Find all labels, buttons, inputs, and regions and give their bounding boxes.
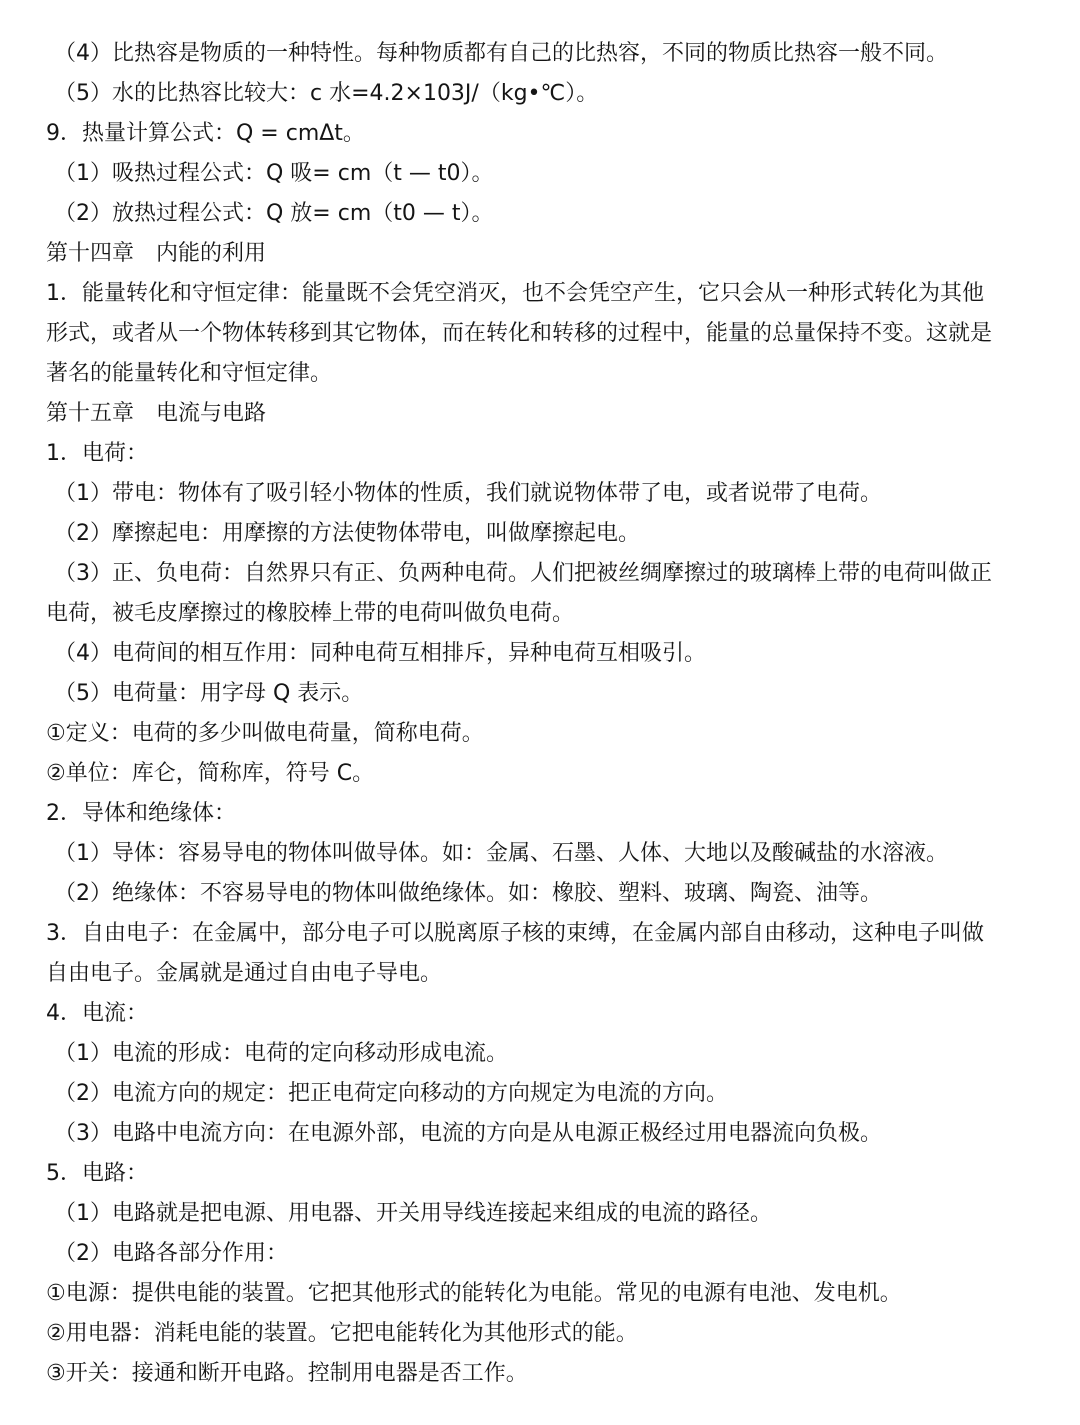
text-line: （2）电流方向的规定：把正电荷定向移动的方向规定为电流的方向。 bbox=[54, 1081, 728, 1106]
text-line: （4）比热容是物质的一种特性。每种物质都有自己的比热容，不同的物质比热容一般不同。 bbox=[54, 41, 949, 66]
text-line: （2）绝缘体：不容易导电的物体叫做绝缘体。如：橡胶、塑料、玻璃、陶瓷、油等。 bbox=[54, 881, 882, 906]
text-line: （1）电流的形成：电荷的定向移动形成电流。 bbox=[54, 1041, 508, 1066]
text-line: ①定义：电荷的多少叫做电荷量，简称电荷。 bbox=[46, 721, 484, 746]
chapter-heading: 第十五章 电流与电路 bbox=[46, 401, 267, 426]
document-page bbox=[46, 34, 1046, 1394]
text-line: （5）电荷量：用字母 Q 表示。 bbox=[54, 681, 364, 706]
text-line: ③开关：接通和断开电路。控制用电器是否工作。 bbox=[46, 1361, 528, 1386]
text-line: 电荷，被毛皮摩擦过的橡胶棒上带的电荷叫做负电荷。 bbox=[46, 601, 575, 626]
text-line: （1）带电：物体有了吸引轻小物体的性质，我们就说物体带了电，或者说带了电荷。 bbox=[54, 481, 882, 506]
section-heading: 5．电路： bbox=[46, 1161, 148, 1186]
text-line: （5）水的比热容比较大：c 水=4.2×103J/（kg•℃）。 bbox=[54, 81, 599, 106]
text-line: （2）电路各部分作用： bbox=[54, 1241, 288, 1266]
text-line: （2）摩擦起电：用摩擦的方法使物体带电，叫做摩擦起电。 bbox=[54, 521, 640, 546]
text-line: 自由电子。金属就是通过自由电子导电。 bbox=[46, 961, 443, 986]
text-line: （1）导体：容易导电的物体叫做导体。如：金属、石墨、人体、大地以及酸碱盐的水溶液。 bbox=[54, 841, 949, 866]
text-line: 形式，或者从一个物体转移到其它物体，而在转化和转移的过程中，能量的总量保持不变。这就是 bbox=[46, 321, 993, 346]
text-line: （1）吸热过程公式：Q 吸= cm（t — t0）。 bbox=[54, 161, 494, 186]
text-line: ①电源：提供电能的装置。它把其他形式的能转化为电能。常见的电源有电池、发电机。 bbox=[46, 1281, 902, 1306]
section-heading: 2．导体和绝缘体： bbox=[46, 801, 236, 826]
section-heading: 9．热量计算公式：Q = cmΔt。 bbox=[46, 121, 365, 146]
text-line: （1）电路就是把电源、用电器、开关用导线连接起来组成的电流的路径。 bbox=[54, 1201, 772, 1226]
text-line: ②单位：库仑，简称库，符号 C。 bbox=[46, 761, 375, 786]
section-heading: 1．电荷： bbox=[46, 441, 148, 466]
text-line: 著名的能量转化和守恒定律。 bbox=[46, 361, 333, 386]
text-line: （4）电荷间的相互作用：同种电荷互相排斥，异种电荷互相吸引。 bbox=[54, 641, 706, 666]
text-line: 3．自由电子：在金属中，部分电子可以脱离原子核的束缚，在金属内部自由移动，这种电子叫做 bbox=[46, 921, 985, 946]
section-heading: 4．电流： bbox=[46, 1001, 148, 1026]
text-line: （2）放热过程公式：Q 放= cm（t0 — t）。 bbox=[54, 201, 494, 226]
chapter-heading: 第十四章 内能的利用 bbox=[46, 241, 267, 266]
text-line: （3）电路中电流方向：在电源外部，电流的方向是从电源正极经过用电器流向负极。 bbox=[54, 1121, 882, 1146]
text-line: ②用电器：消耗电能的装置。它把电能转化为其他形式的能。 bbox=[46, 1321, 638, 1346]
text-line: （3）正、负电荷：自然界只有正、负两种电荷。人们把被丝绸摩擦过的玻璃棒上带的电荷叫做正 bbox=[54, 561, 993, 586]
text-line: 1．能量转化和守恒定律：能量既不会凭空消灭，也不会凭空产生，它只会从一种形式转化为其他 bbox=[46, 281, 985, 306]
